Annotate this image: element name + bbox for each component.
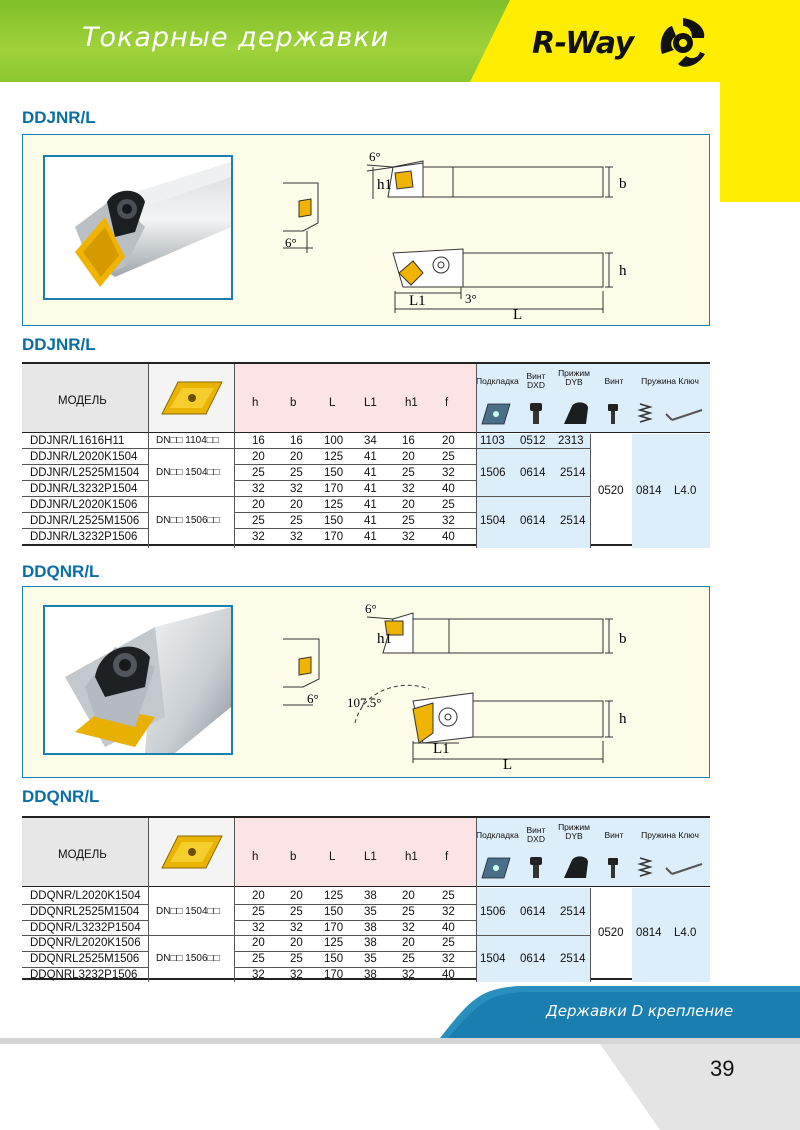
t2-row3-f: 40 xyxy=(442,922,455,934)
t1-row1-h: 16 xyxy=(252,435,265,447)
section2-table-title: DDQNR/L xyxy=(22,787,100,806)
t2-row2-h: 25 xyxy=(252,906,265,918)
dxd-header-2b: DXD xyxy=(527,834,545,844)
t2-row4-b: 20 xyxy=(290,937,303,949)
dxd-header-2: DXD xyxy=(527,380,545,390)
t2-row4-model: DDQNR/L2020K1506 xyxy=(30,937,141,949)
dims-header-cell xyxy=(234,364,476,432)
dxd-header-2a: Винт xyxy=(526,825,546,835)
t2-spring: 0814 xyxy=(636,927,662,939)
t1-row2-l1: 41 xyxy=(364,451,377,463)
t1-insert-group-1: DN□□ 1104□□ xyxy=(156,435,219,446)
t2-row1-f: 25 xyxy=(442,890,455,902)
t1-insert-group-2: DN□□ 1504□□ xyxy=(156,467,220,478)
spring-icon xyxy=(640,858,650,876)
drawing1-angle-side: 6° xyxy=(285,235,297,250)
t1-row2-l: 125 xyxy=(324,451,344,463)
dims-header-cell-2 xyxy=(234,818,476,886)
t1-row6-l1: 41 xyxy=(364,515,377,527)
spring-icon xyxy=(640,404,650,422)
t1-row2-model: DDJNR/L2020K1504 xyxy=(30,451,138,463)
t2-dyb-2: 2514 xyxy=(560,953,586,965)
t2-row1-h: 20 xyxy=(252,890,265,902)
spring-key-header-2: Пружина Ключ xyxy=(641,830,699,840)
col-b-header-2: b xyxy=(290,851,297,863)
t1-row2-b: 20 xyxy=(290,451,303,463)
t2-row3-h: 32 xyxy=(252,922,265,934)
drawing2-L1-label: L1 xyxy=(433,741,450,757)
drawing2-L-label: L xyxy=(503,757,513,773)
t2-row3-l: 170 xyxy=(324,922,344,934)
col-h1-header-2: h1 xyxy=(405,851,418,863)
t2-key: L4.0 xyxy=(674,927,697,939)
t1-row3-l1: 41 xyxy=(364,467,377,479)
t2-row3-model: DDQNR/L3232P1504 xyxy=(30,922,141,934)
t1-row5-h: 20 xyxy=(252,499,265,511)
drawing1-L1-label: L1 xyxy=(409,293,426,309)
t2-row4-l1: 38 xyxy=(364,937,377,949)
t2-row3-h1: 32 xyxy=(402,922,415,934)
t1-shim-1: 1103 xyxy=(480,435,505,447)
t1-row1-h1: 16 xyxy=(402,435,415,447)
t2-row5-h1: 25 xyxy=(402,953,415,965)
dyb-header-2: DYB xyxy=(565,377,583,387)
screw-icon xyxy=(608,404,618,411)
t2-shim-2: 1504 xyxy=(480,953,506,965)
insert-rhombus-icon xyxy=(160,380,224,416)
t2-row1-h1: 20 xyxy=(402,890,415,902)
drawing2-b-label: b xyxy=(619,631,627,647)
t1-row2-f: 25 xyxy=(442,451,455,463)
t1-row6-l: 150 xyxy=(324,515,344,527)
drawing2-angle-top: 6° xyxy=(365,601,377,616)
t1-row4-h: 32 xyxy=(252,483,265,495)
t2-row2-f: 32 xyxy=(442,906,455,918)
t1-row7-model: DDJNR/L3232P1506 xyxy=(30,531,138,543)
t1-row3-f: 32 xyxy=(442,467,455,479)
t2-row5-f: 32 xyxy=(442,953,455,965)
t2-row1-l1: 38 xyxy=(364,890,377,902)
t2-row6-l: 170 xyxy=(324,969,344,981)
t1-row1-l1: 34 xyxy=(364,435,377,447)
t1-row7-l1: 41 xyxy=(364,531,377,543)
spec-table-1 xyxy=(22,362,710,546)
t1-row5-l: 125 xyxy=(324,499,344,511)
t1-row4-model: DDJNR/L3232P1504 xyxy=(30,483,138,495)
t1-row5-f: 25 xyxy=(442,499,455,511)
t1-dyb-2: 2514 xyxy=(560,467,586,479)
t1-insert-group-3: DN□□ 1506□□ xyxy=(156,515,220,526)
t1-shim-3: 1504 xyxy=(480,515,506,527)
clamp-icon xyxy=(564,856,588,878)
yellow-side-strip xyxy=(720,82,800,202)
col-h-header: h xyxy=(252,397,259,409)
t1-row5-l1: 41 xyxy=(364,499,377,511)
t2-row4-h1: 20 xyxy=(402,937,415,949)
section1-drawing-title: DDJNR/L xyxy=(22,108,96,127)
t2-row1-b: 20 xyxy=(290,890,303,902)
dyb-header-1: Прижим xyxy=(558,368,590,378)
t1-row7-l: 170 xyxy=(324,531,344,543)
t1-key: L4.0 xyxy=(674,485,697,497)
t1-row2-h1: 20 xyxy=(402,451,415,463)
holder-photo-1-image xyxy=(45,157,231,298)
t2-row6-model: DDQNRL3232P1506 xyxy=(30,969,138,981)
t1-row6-b: 25 xyxy=(290,515,303,527)
col-L1-header-2: L1 xyxy=(364,851,377,863)
t1-row5-b: 20 xyxy=(290,499,303,511)
t1-row4-b: 32 xyxy=(290,483,303,495)
t1-row1-model: DDJNR/L1616H11 xyxy=(30,435,125,447)
t2-row6-l1: 38 xyxy=(364,969,377,981)
section1-table-title: DDJNR/L xyxy=(22,335,96,354)
col-h-header-2: h xyxy=(252,851,259,863)
t2-row2-model: DDQNRL2525M1504 xyxy=(30,906,140,918)
shim-header: Подкладка xyxy=(476,376,519,386)
t1-row3-model: DDJNR/L2525M1504 xyxy=(30,467,140,479)
clamp-icon xyxy=(564,402,588,424)
col-L-header-2: L xyxy=(329,851,336,863)
t2-row4-f: 25 xyxy=(442,937,455,949)
t2-row5-l: 150 xyxy=(324,953,344,965)
page-number: 39 xyxy=(710,1056,735,1081)
t1-row3-h: 25 xyxy=(252,467,265,479)
t1-row4-l1: 41 xyxy=(364,483,377,495)
insert-rhombus-icon-2 xyxy=(160,834,224,870)
t2-row6-b: 32 xyxy=(290,969,303,981)
spring-key-header: Пружина Ключ xyxy=(641,376,699,386)
t2-row6-h1: 32 xyxy=(402,969,415,981)
t2-insert-group-1: DN□□ 1504□□ xyxy=(156,906,220,917)
t2-row2-l: 150 xyxy=(324,906,344,918)
t1-row3-b: 25 xyxy=(290,467,303,479)
screw-icon xyxy=(608,858,618,865)
screw-dxd-icon xyxy=(530,857,542,865)
spec-table-2 xyxy=(22,816,710,980)
col-b-header: b xyxy=(290,397,297,409)
holder-photo-2-image xyxy=(45,607,231,753)
t2-row1-l: 125 xyxy=(324,890,344,902)
model-header: МОДЕЛЬ xyxy=(58,395,107,407)
shim-header-2: Подкладка xyxy=(476,830,519,840)
t1-screw: 0520 xyxy=(598,485,624,497)
t2-row3-l1: 38 xyxy=(364,922,377,934)
t2-row2-h1: 25 xyxy=(402,906,415,918)
parts-icons-row-2 xyxy=(480,854,706,882)
dxd-header-1: Винт xyxy=(526,371,546,381)
key-icon xyxy=(672,410,702,420)
page-header xyxy=(0,0,800,82)
t2-row6-h: 32 xyxy=(252,969,265,981)
dyb-header-2a: Прижим xyxy=(558,822,590,832)
header-title: Токарные державки xyxy=(82,22,390,53)
screw-dxd-icon xyxy=(530,403,542,411)
screw-header-2: Винт xyxy=(604,830,624,840)
model-header-2: МОДЕЛЬ xyxy=(58,849,107,861)
drawing1-angle-top: 6° xyxy=(369,149,381,164)
t2-row2-l1: 35 xyxy=(364,906,377,918)
t2-dxd-2: 0614 xyxy=(520,953,546,965)
t1-row2-h: 20 xyxy=(252,451,265,463)
t1-row7-f: 40 xyxy=(442,531,455,543)
brand-logo xyxy=(526,20,716,72)
drawing1-L-label: L xyxy=(513,307,523,323)
t1-row6-model: DDJNR/L2525M1506 xyxy=(30,515,140,527)
t2-row4-l: 125 xyxy=(324,937,344,949)
col-f-header: f xyxy=(445,397,449,409)
t2-row5-h: 25 xyxy=(252,953,265,965)
drawing1-h1-label: h1 xyxy=(377,177,392,193)
t2-row5-l1: 35 xyxy=(364,953,377,965)
dyb-header-2b: DYB xyxy=(565,831,583,841)
drawing1-angle-3: 3° xyxy=(465,291,477,306)
parts-icons-row-1 xyxy=(480,400,706,428)
t1-row6-f: 32 xyxy=(442,515,455,527)
col-f-header-2: f xyxy=(445,851,449,863)
t1-dyb-3: 2514 xyxy=(560,515,586,527)
t2-row5-b: 25 xyxy=(290,953,303,965)
t1-dyb-1: 2313 xyxy=(558,435,584,447)
col-L1-header: L1 xyxy=(364,397,377,409)
technical-drawing-1 xyxy=(263,143,703,323)
t1-row6-h: 25 xyxy=(252,515,265,527)
holder-photo-1 xyxy=(43,155,233,300)
key-icon xyxy=(672,864,702,874)
drawing1-h-label: h xyxy=(619,263,627,279)
t1-row5-model: DDJNR/L2020K1506 xyxy=(30,499,138,511)
drawing-panel-1 xyxy=(22,134,710,326)
brand-logo-text: R-Way xyxy=(532,26,634,61)
drawing-panel-2 xyxy=(22,586,710,778)
screw-header: Винт xyxy=(604,376,624,386)
drawing2-angle-1075: 107.5° xyxy=(347,695,382,710)
t2-screw: 0520 xyxy=(598,927,624,939)
t1-row1-b: 16 xyxy=(290,435,303,447)
t1-row3-l: 150 xyxy=(324,467,344,479)
t1-row7-b: 32 xyxy=(290,531,303,543)
t1-row7-h: 32 xyxy=(252,531,265,543)
t1-row1-l: 100 xyxy=(324,435,344,447)
t2-dxd-1: 0614 xyxy=(520,906,546,918)
drawing2-angle-side: 6° xyxy=(307,691,319,706)
section2-drawing-title: DDQNR/L xyxy=(22,562,100,581)
footer-title: Державки D крепление xyxy=(546,1002,734,1020)
t1-dxd-2: 0614 xyxy=(520,467,546,479)
t1-dxd-3: 0614 xyxy=(520,515,546,527)
t1-row3-h1: 25 xyxy=(402,467,415,479)
t1-row6-h1: 25 xyxy=(402,515,415,527)
t2-insert-group-2: DN□□ 1506□□ xyxy=(156,953,220,964)
t2-row3-b: 32 xyxy=(290,922,303,934)
t2-dyb-1: 2514 xyxy=(560,906,586,918)
t2-row5-model: DDQNRL2525M1506 xyxy=(30,953,140,965)
t2-shim-1: 1506 xyxy=(480,906,506,918)
col-L-header: L xyxy=(329,397,336,409)
t1-shim-2: 1506 xyxy=(480,467,506,479)
drawing2-h-label: h xyxy=(619,711,627,727)
col-h1-header: h1 xyxy=(405,397,418,409)
t1-spring: 0814 xyxy=(636,485,662,497)
t1-row4-f: 40 xyxy=(442,483,455,495)
technical-drawing-2 xyxy=(263,593,703,773)
t1-row5-h1: 20 xyxy=(402,499,415,511)
t2-row4-h: 20 xyxy=(252,937,265,949)
t1-row1-f: 20 xyxy=(442,435,455,447)
drawing1-b-label: b xyxy=(619,176,627,192)
t2-row2-b: 25 xyxy=(290,906,303,918)
t2-row1-model: DDQNR/L2020K1504 xyxy=(30,890,141,902)
t1-dxd-1: 0512 xyxy=(520,435,546,447)
t1-row7-h1: 32 xyxy=(402,531,415,543)
logo-blade-icon xyxy=(654,14,712,72)
t2-row6-f: 40 xyxy=(442,969,455,981)
holder-photo-2 xyxy=(43,605,233,755)
t1-row4-h1: 32 xyxy=(402,483,415,495)
t1-row4-l: 170 xyxy=(324,483,344,495)
drawing2-h1-label: h1 xyxy=(377,631,392,647)
